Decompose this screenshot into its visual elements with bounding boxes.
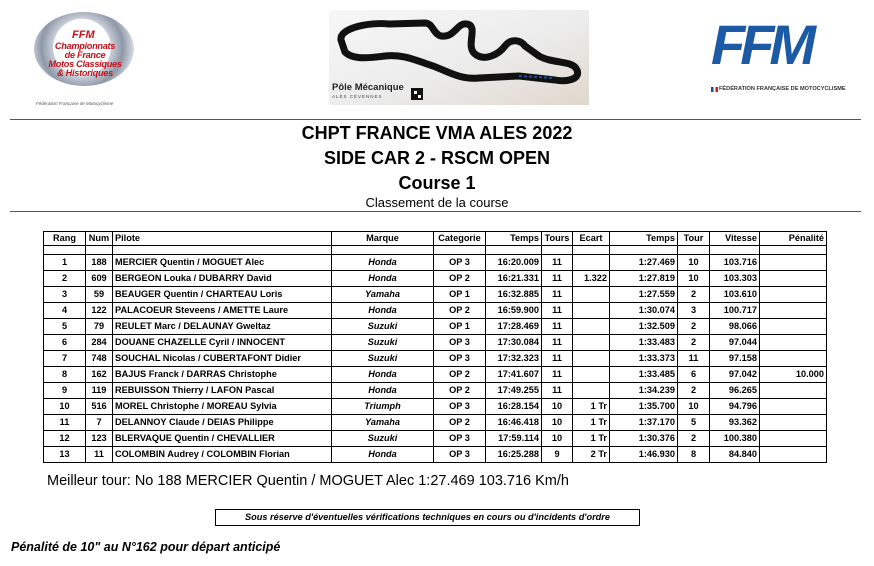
cell-marque: Honda [332,255,434,271]
penalty-note: Pénalité de 10" au N°162 pour départ anticipé [11,540,281,554]
cell-pilote: REBUISSON Thierry / LAFON Pascal [113,383,332,399]
cell-tour: 6 [678,367,710,383]
cell-categorie: OP 2 [434,271,486,287]
cell-ecart [573,303,610,319]
cell-rang: 5 [44,319,86,335]
cell-tours: 11 [542,303,573,319]
race-title: Course 1 [398,173,476,193]
cell-temps: 17:41.607 [486,367,542,383]
cell-marque: Honda [332,271,434,287]
cell-best: 1:33.373 [610,351,678,367]
cell-penalite [760,335,827,351]
cell-best: 1:30.074 [610,303,678,319]
cell-penalite [760,271,827,287]
championnats-logo [34,12,138,106]
cell-rang: 7 [44,351,86,367]
cell-tour: 8 [678,447,710,463]
cell-tour: 2 [678,431,710,447]
ffm-subtitle: FÉDÉRATION FRANÇAISE DE MOTOCYCLISME [719,86,846,92]
cell-pilote: DELANNOY Claude / DEIAS Philippe [113,415,332,431]
circuit-logo [329,10,589,105]
cell-tours: 11 [542,255,573,271]
cell-best: 1:27.469 [610,255,678,271]
cell-penalite [760,431,827,447]
cell-temps: 16:32.885 [486,287,542,303]
cell-temps: 16:20.009 [486,255,542,271]
cell-best: 1:33.485 [610,367,678,383]
col-ecart: Ecart [573,232,610,246]
cell-marque: Honda [332,367,434,383]
cell-vitesse: 103.716 [710,255,760,271]
cell-marque: Suzuki [332,431,434,447]
col-rang: Rang [44,232,86,246]
cell-vitesse: 98.066 [710,319,760,335]
best-lap-summary: Meilleur tour: No 188 MERCIER Quentin / MOGUET Alec 1:27.469 103.716 Km/h [47,473,569,489]
cell-tour: 3 [678,303,710,319]
cell-pilote: PALACOEUR Steveens / AMETTE Laure [113,303,332,319]
logo-left-text: Championnats de France Motos Classiques & Historiques [48,41,122,78]
cell-num: 162 [86,367,113,383]
cell-num: 11 [86,447,113,463]
cell-marque: Honda [332,303,434,319]
cell-ecart [573,367,610,383]
col-pilote: Pilote [113,232,332,246]
cell-temps: 17:30.084 [486,335,542,351]
divider [10,211,861,212]
cell-temps: 17:49.255 [486,383,542,399]
col-temps: Temps [486,232,542,246]
cell-num: 122 [86,303,113,319]
cell-categorie: OP 3 [434,431,486,447]
cell-best: 1:33.483 [610,335,678,351]
table-row [44,287,827,303]
cell-rang: 10 [44,399,86,415]
logo-left-subtitle: Fédération Française de Motocyclisme [36,101,114,106]
table-row [44,335,827,351]
cell-temps: 17:32.323 [486,351,542,367]
table-row [44,431,827,447]
ffm-logo [705,10,846,100]
cell-pilote: BEAUGER Quentin / CHARTEAU Loris [113,287,332,303]
cell-marque: Honda [332,383,434,399]
cell-tour: 10 [678,255,710,271]
cell-ecart: 1 Tr [573,415,610,431]
cell-best: 1:27.559 [610,287,678,303]
cell-marque: Triumph [332,399,434,415]
cell-tours: 11 [542,319,573,335]
cell-temps: 16:46.418 [486,415,542,431]
cell-vitesse: 97.158 [710,351,760,367]
cell-pilote: DOUANE CHAZELLE Cyril / INNOCENT [113,335,332,351]
cell-penalite [760,447,827,463]
col-vitesse: Vitesse [710,232,760,246]
cell-categorie: OP 3 [434,399,486,415]
cell-vitesse: 100.380 [710,431,760,447]
table-row [44,319,827,335]
table-row [44,447,827,463]
cell-tours: 11 [542,335,573,351]
col-penalite: Pénalité [760,232,827,246]
cell-ecart [573,383,610,399]
col-best-lap-time: Temps [610,232,678,246]
cell-tour: 2 [678,287,710,303]
cell-penalite [760,399,827,415]
cell-marque: Honda [332,447,434,463]
cell-rang: 8 [44,367,86,383]
cell-penalite: 10.000 [760,367,827,383]
cell-temps: 17:59.114 [486,431,542,447]
cell-tour: 2 [678,383,710,399]
cell-temps: 16:28.154 [486,399,542,415]
cell-vitesse: 100.717 [710,303,760,319]
table-row [44,255,827,271]
cell-ecart: 1.322 [573,271,610,287]
cell-temps: 16:21.331 [486,271,542,287]
cell-categorie: OP 2 [434,367,486,383]
cell-penalite [760,383,827,399]
cell-vitesse: 103.610 [710,287,760,303]
cell-best: 1:32.509 [610,319,678,335]
cell-categorie: OP 3 [434,335,486,351]
pole-mecanique-sub: ALÈS CÉVENNES [332,94,383,99]
class-title: SIDE CAR 2 - RSCM OPEN [323,148,551,168]
spacer-row [44,246,827,255]
cell-num: 79 [86,319,113,335]
cell-rang: 13 [44,447,86,463]
cell-pilote: REULET Marc / DELAUNAY Gweltaz [113,319,332,335]
table-row [44,383,827,399]
cell-marque: Suzuki [332,335,434,351]
table-row [44,399,827,415]
cell-best: 1:27.819 [610,271,678,287]
cell-tour: 2 [678,319,710,335]
cell-categorie: OP 2 [434,383,486,399]
cell-temps: 16:59.900 [486,303,542,319]
cell-tours: 11 [542,383,573,399]
technical-notice: Sous réserve d'éventuelles vérifications techniques en cours ou d'incidents d'ordre [215,509,640,526]
french-flag-icon [711,87,718,92]
col-tours: Tours [542,232,573,246]
cell-vitesse: 97.044 [710,335,760,351]
cell-pilote: BLERVAQUE Quentin / CHEVALLIER [113,431,332,447]
cell-pilote: BERGEON Louka / DUBARRY David [113,271,332,287]
cell-penalite [760,255,827,271]
cell-rang: 4 [44,303,86,319]
cell-best: 1:30.376 [610,431,678,447]
cell-pilote: SOUCHAL Nicolas / CUBERTAFONT Didier [113,351,332,367]
cell-marque: Yamaha [332,287,434,303]
col-categorie: Categorie [434,232,486,246]
cell-ecart: 1 Tr [573,431,610,447]
cell-ecart [573,287,610,303]
cell-categorie: OP 2 [434,415,486,431]
event-title: CHPT FRANCE VMA ALES 2022 [301,123,573,143]
cell-penalite [760,303,827,319]
results-body [44,246,827,463]
cell-pilote: MOREL Christophe / MOREAU Sylvia [113,399,332,415]
cell-best: 1:37.170 [610,415,678,431]
cell-penalite [760,351,827,367]
table-row [44,303,827,319]
table-row [44,351,827,367]
cell-num: 188 [86,255,113,271]
table-row [44,415,827,431]
cell-marque: Suzuki [332,319,434,335]
cell-pilote: MERCIER Quentin / MOGUET Alec [113,255,332,271]
cell-penalite [760,287,827,303]
cell-num: 748 [86,351,113,367]
cell-best: 1:46.930 [610,447,678,463]
cell-tours: 11 [542,367,573,383]
cell-vitesse: 97.042 [710,367,760,383]
cell-rang: 12 [44,431,86,447]
cell-penalite [760,415,827,431]
cell-ecart: 2 Tr [573,447,610,463]
divider [10,119,861,120]
cell-categorie: OP 3 [434,255,486,271]
cell-pilote: BAJUS Franck / DARRAS Christophe [113,367,332,383]
cell-num: 7 [86,415,113,431]
cell-num: 284 [86,335,113,351]
classification-subtitle: Classement de la course [365,195,509,210]
cell-categorie: OP 3 [434,447,486,463]
cell-num: 123 [86,431,113,447]
cell-ecart [573,319,610,335]
cell-tours: 10 [542,415,573,431]
results-table [43,231,827,463]
cell-categorie: OP 2 [434,303,486,319]
cell-tours: 10 [542,399,573,415]
cell-tours: 9 [542,447,573,463]
cell-ecart [573,351,610,367]
cell-best: 1:35.700 [610,399,678,415]
table-row [44,367,827,383]
ffm-letters: FFM [711,13,812,76]
cell-marque: Suzuki [332,351,434,367]
cell-vitesse: 93.362 [710,415,760,431]
cell-rang: 1 [44,255,86,271]
col-num: Num [86,232,113,246]
cell-temps: 16:25.288 [486,447,542,463]
cell-tours: 11 [542,271,573,287]
cell-tour: 2 [678,335,710,351]
cell-tour: 10 [678,399,710,415]
cell-vitesse: 84.840 [710,447,760,463]
col-best-lap: Tour [678,232,710,246]
cell-rang: 3 [44,287,86,303]
cell-ecart [573,255,610,271]
table-row [44,271,827,287]
cell-rang: 2 [44,271,86,287]
cell-tour: 5 [678,415,710,431]
cell-best: 1:34.239 [610,383,678,399]
table-header-row [44,232,827,246]
cell-categorie: OP 1 [434,319,486,335]
cell-categorie: OP 1 [434,287,486,303]
cell-num: 119 [86,383,113,399]
cell-pilote: COLOMBIN Audrey / COLOMBIN Florian [113,447,332,463]
cell-num: 516 [86,399,113,415]
cell-num: 59 [86,287,113,303]
cell-rang: 11 [44,415,86,431]
logo-left-brand: FFM [72,29,95,41]
cell-tour: 11 [678,351,710,367]
cell-temps: 17:28.469 [486,319,542,335]
cell-ecart: 1 Tr [573,399,610,415]
cell-vitesse: 94.796 [710,399,760,415]
cell-tours: 10 [542,431,573,447]
cell-tour: 10 [678,271,710,287]
cell-ecart [573,335,610,351]
cell-marque: Yamaha [332,415,434,431]
cell-num: 609 [86,271,113,287]
cell-tours: 11 [542,351,573,367]
cell-categorie: OP 3 [434,351,486,367]
cell-rang: 9 [44,383,86,399]
cell-rang: 6 [44,335,86,351]
pole-mecanique-name: Pôle Mécanique [332,82,404,93]
cell-vitesse: 96.265 [710,383,760,399]
cell-tours: 11 [542,287,573,303]
col-marque: Marque [332,232,434,246]
cell-vitesse: 103.303 [710,271,760,287]
cell-penalite [760,319,827,335]
